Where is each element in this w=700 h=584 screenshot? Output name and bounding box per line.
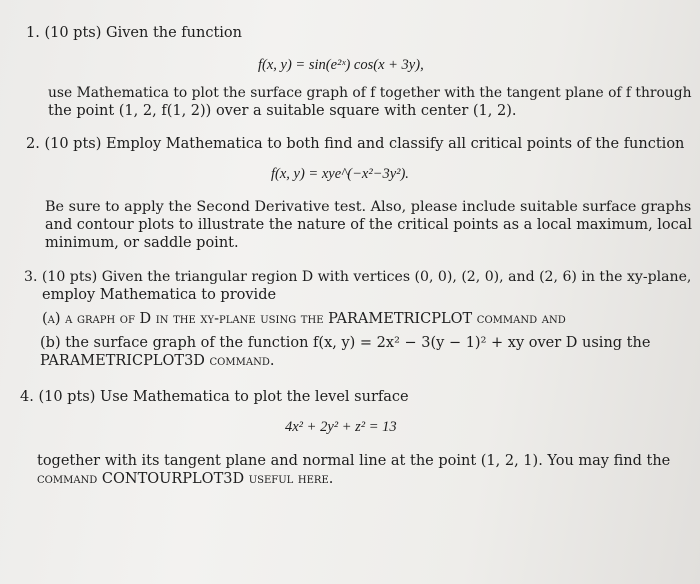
problem-1-heading [26,24,242,42]
problem-2-text-line-4: minimum, or saddle point. [45,235,239,251]
problem-4-points: (10 pts) [38,389,96,405]
problem-4-intro: Use Mathematica to plot the level surface [100,389,409,405]
problem-3-points: (10 pts) [41,269,98,285]
problem-3-number: 3. [24,269,38,285]
problem-3-part-a: (a) a graph of D in the xy-plane using the PARAMETRICPLOT command and [42,311,566,327]
problem-3-part-b: (b) the surface graph of the function f(x, y) = 2x² − 3(y − 1)² + xy over D using the [40,335,651,351]
problem-4-text-line-2: together with its tangent plane and normal line at the point (1, 2, 1). You may find the [37,453,671,469]
problem-1-number: 1. [26,25,40,41]
problem-1-points: (10 pts) [44,25,102,41]
problem-3-text-line-2: employ Mathematica to provide [42,287,277,303]
problem-2-text-line-2: Be sure to apply the Second Derivative test. Also, please include suitable surface graphs [45,199,692,215]
problem-2-intro: Employ Mathematica to both find and classify all critical points of the function [106,136,685,152]
problem-3-heading [24,268,691,286]
problem-2-number: 2. [26,136,40,152]
problem-2-formula: f(x, y) = xye^(−x²−3y²). [271,166,409,182]
problem-2-heading [26,135,684,153]
problem-3-intro: Given the triangular region D with vertices (0, 0), (2, 0), and (2, 6) in the xy-plane, [101,269,692,285]
problem-1-text-line-2: use Mathematica to plot the surface graph of f together with the tangent plane of f through [48,85,692,101]
problem-2-points: (10 pts) [44,136,102,152]
problem-2-text-line-3: and contour plots to illustrate the nature of the critical points as a local maximum, local [45,217,692,233]
problem-1-text-line-3: the point (1, 2, f(1, 2)) over a suitable square with center (1, 2). [48,103,517,119]
problem-1-intro: Given the function [106,25,242,41]
problem-4-formula: 4x² + 2y² + z² = 13 [285,419,397,435]
problem-4-text-line-3: command CONTOURPLOT3D useful here. [37,471,334,487]
problem-4-heading [20,388,409,406]
problem-1-formula: f(x, y) = sin(e²ˣ) cos(x + 3y), [258,57,424,73]
problem-3-text-line-5: PARAMETRICPLOT3D command. [40,353,275,369]
problem-4-number: 4. [20,389,34,405]
